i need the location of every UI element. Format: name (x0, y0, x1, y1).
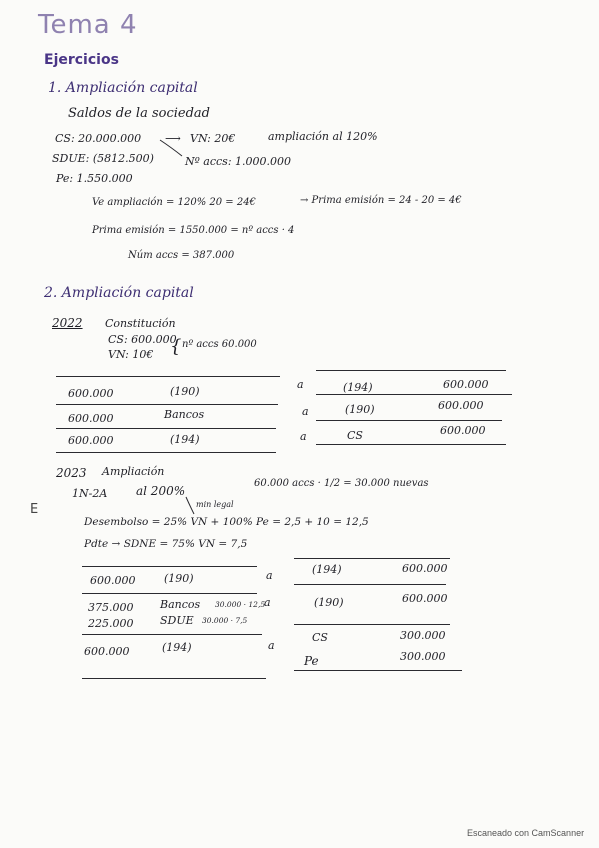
debit-account: (194) (162, 641, 192, 654)
ex2-constitucion: Constitución (105, 317, 176, 330)
ex2-ampliacion: Ampliación (102, 465, 165, 478)
debit-amount: 600.000 (90, 574, 136, 587)
ex2-vn: VN: 10€ (108, 348, 154, 361)
pointer-line (186, 497, 194, 514)
debit-account: (190) (164, 572, 194, 585)
sdue-note: 30.000 · 7,5 (202, 616, 248, 625)
ex2-year-2023: 2023 (56, 466, 87, 480)
brace-icon: { (170, 336, 182, 357)
debit-amount: 600.000 (68, 412, 114, 425)
scanner-watermark: Escaneado con CamScanner (467, 828, 585, 838)
credit-account: (194) (343, 381, 373, 394)
ex2-nuevas: 60.000 accs · 1/2 = 30.000 nuevas (254, 478, 429, 489)
ex1-calc2: Prima emisión = 1550.000 = nº accs · 4 (92, 225, 295, 236)
credit-amount-cs: 300.000 (400, 629, 446, 642)
credit-amount: 600.000 (443, 378, 489, 391)
ex1-calc1: Ve ampliación = 120% 20 = 24€ (92, 197, 256, 208)
credit-account: CS (347, 429, 363, 442)
page-subtitle: Ejercicios (44, 52, 119, 68)
pointer-line (160, 140, 182, 156)
ex1-pe: Pe: 1.550.000 (56, 172, 133, 185)
ex2-pdte: Pdte → SDNE = 75% VN = 7,5 (84, 538, 248, 550)
credit-amount-pe: 300.000 (400, 650, 446, 663)
debit-amount: 600.000 (68, 387, 114, 400)
credit-amount: 600.000 (440, 424, 486, 437)
ex1-calc1b: → Prima emisión = 24 - 20 = 4€ (300, 195, 462, 206)
credit-account-cs: CS (312, 631, 328, 644)
credit-account: (190) (314, 596, 344, 609)
ex2-ratio: 1N-2A (72, 487, 108, 500)
ex2-min-legal: min legal (196, 500, 234, 509)
a-connector: a (266, 569, 273, 582)
a-connector: a (264, 596, 271, 609)
ex1-calc3: Núm accs = 387.000 (128, 250, 235, 261)
credit-amount: 600.000 (438, 399, 484, 412)
margin-mark: E (30, 502, 39, 517)
ex1-naccs: Nº accs: 1.000.000 (185, 155, 292, 168)
arrow-icon: ⟶ (165, 132, 181, 145)
debit-amount-bancos: 375.000 (88, 601, 134, 614)
ex2-al: al 200% (136, 484, 186, 498)
a-connector: a (300, 430, 307, 443)
ex2-naccs: nº accs 60.000 (182, 339, 257, 350)
ex1-sdue: SDUE: (5812.500) (52, 152, 154, 165)
debit-amount: 600.000 (84, 645, 130, 658)
credit-account: (194) (312, 563, 342, 576)
credit-amount: 600.000 (402, 592, 448, 605)
ex2-year-2022: 2022 (52, 316, 83, 330)
a-connector: a (268, 639, 275, 652)
credit-account-pe: Pe (304, 654, 319, 668)
debit-amount-sdue: 225.000 (88, 617, 134, 630)
ex1-cs: CS: 20.000.000 (55, 132, 142, 145)
debit-account-sdue: SDUE (160, 614, 194, 627)
debit-amount: 600.000 (68, 434, 114, 447)
a-connector: a (297, 378, 304, 391)
ex2-cs: CS: 600.000 (108, 333, 177, 346)
page-title: Tema 4 (38, 10, 138, 40)
ex1-subheading: Saldos de la sociedad (68, 106, 210, 121)
debit-account: Bancos (164, 408, 205, 421)
debit-account-bancos: Bancos (160, 598, 201, 611)
ex1-ampliacion: ampliación al 120% (268, 130, 378, 143)
ex1-vn: VN: 20€ (190, 132, 236, 145)
ex2-heading: 2. Ampliación capital (44, 285, 194, 301)
debit-account: (190) (170, 385, 200, 398)
debit-account: (194) (170, 433, 200, 446)
a-connector: a (302, 405, 309, 418)
ex2-desembolso: Desembolso = 25% VN + 100% Pe = 2,5 + 10 = 12,5 (84, 516, 369, 528)
credit-amount: 600.000 (402, 562, 448, 575)
ex1-heading: 1. Ampliación capital (48, 80, 198, 96)
bancos-note: 30.000 · 12,5 (215, 600, 266, 609)
credit-account: (190) (345, 403, 375, 416)
